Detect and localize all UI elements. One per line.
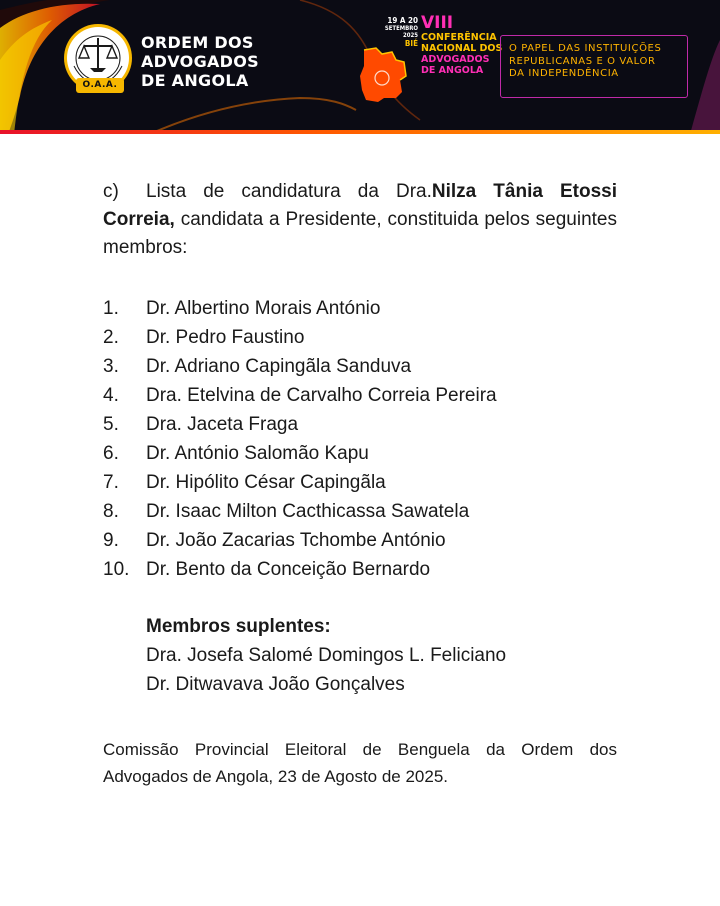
theme-line: DA INDEPENDÊNCIA [509,68,619,79]
member-name: Dra. Jaceta Fraga [146,414,299,435]
banner-accent-bar [0,130,720,134]
substitutes-heading: Membros suplentes: [146,616,331,637]
member-name: Dr. Bento da Conceição Bernardo [146,559,431,580]
item-number: 5. [103,414,119,435]
event-month: SETEMBRO [384,25,418,32]
substitute-name: Dra. Josefa Salomé Domingos L. Feliciano [146,645,507,666]
member-name: Dra. Etelvina de Carvalho Correia Pereira [146,385,497,406]
conference-number: VIII [421,13,454,33]
intro-paragraph [103,178,617,262]
conference-title [421,14,501,76]
item-number: 6. [103,443,119,464]
list-item [103,526,617,555]
item-number: 10. [103,559,130,580]
item-number: 1. [103,298,119,319]
list-marker: c) [103,181,119,202]
intro-text: Lista de candidatura da Dra. [146,181,432,202]
member-name: Dr. António Salomão Kapu [146,443,369,464]
org-name-line: ORDEM DOS [141,33,254,52]
members-list [103,294,617,584]
item-number: 9. [103,530,119,551]
conference-line: CONFERÊNCIA [421,32,497,43]
signature-footer: Comissão Provincial Eleitoral de Benguela da Ordem dos Advogados de Angola, 23 de Agosto de 2025. [103,740,617,786]
list-item [103,468,617,497]
item-number: 2. [103,327,119,348]
list-item [103,497,617,526]
item-number: 8. [103,501,119,522]
conference-theme [500,35,688,98]
item-number: 4. [103,385,119,406]
member-name: Dr. Pedro Faustino [146,327,305,348]
theme-line: O PAPEL DAS INSTITUIÇÕES [509,43,662,54]
event-year: 2025 [402,32,418,39]
item-number: 7. [103,472,119,493]
conference-line: NACIONAL DOS [421,43,503,54]
org-name-line: DE ANGOLA [141,71,249,90]
member-name: Dr. Isaac Milton Cacthicassa Sawatela [146,501,470,522]
list-item [103,410,617,439]
seal-badge: O.A.A. [76,78,124,93]
theme-line: REPUBLICANAS E O VALOR [509,55,656,67]
item-number: 3. [103,356,119,377]
list-item [103,555,617,584]
member-name: Dr. Hipólito César Capingãla [146,472,386,493]
member-name: Dr. João Zacarias Tchombe António [146,530,446,551]
header-banner [0,0,720,134]
substitutes-section [146,612,616,699]
organization-name [141,33,259,90]
substitute-name: Dr. Ditwavava João Gonçalves [146,674,405,695]
org-name-line: ADVOGADOS [141,52,259,71]
candidate-name: Nilza Tânia Etossi Correia, [103,181,617,230]
list-item [103,439,617,468]
list-item [103,352,617,381]
event-days: 19 A 20 [387,16,418,25]
event-date [356,16,418,49]
conference-line: ADVOGADOS [421,54,490,65]
intro-text: candidata a Presidente, constituida pelos seguintes membros: [103,209,617,258]
member-name: Dr. Adriano Capingãla Sanduva [146,356,412,377]
conference-line: DE ANGOLA [421,65,484,76]
angola-map-icon [356,46,408,104]
list-item [103,294,617,323]
event-place: BIÉ [404,39,418,48]
list-item [103,323,617,352]
member-name: Dr. Albertino Morais António [146,298,381,319]
list-item [103,381,617,410]
